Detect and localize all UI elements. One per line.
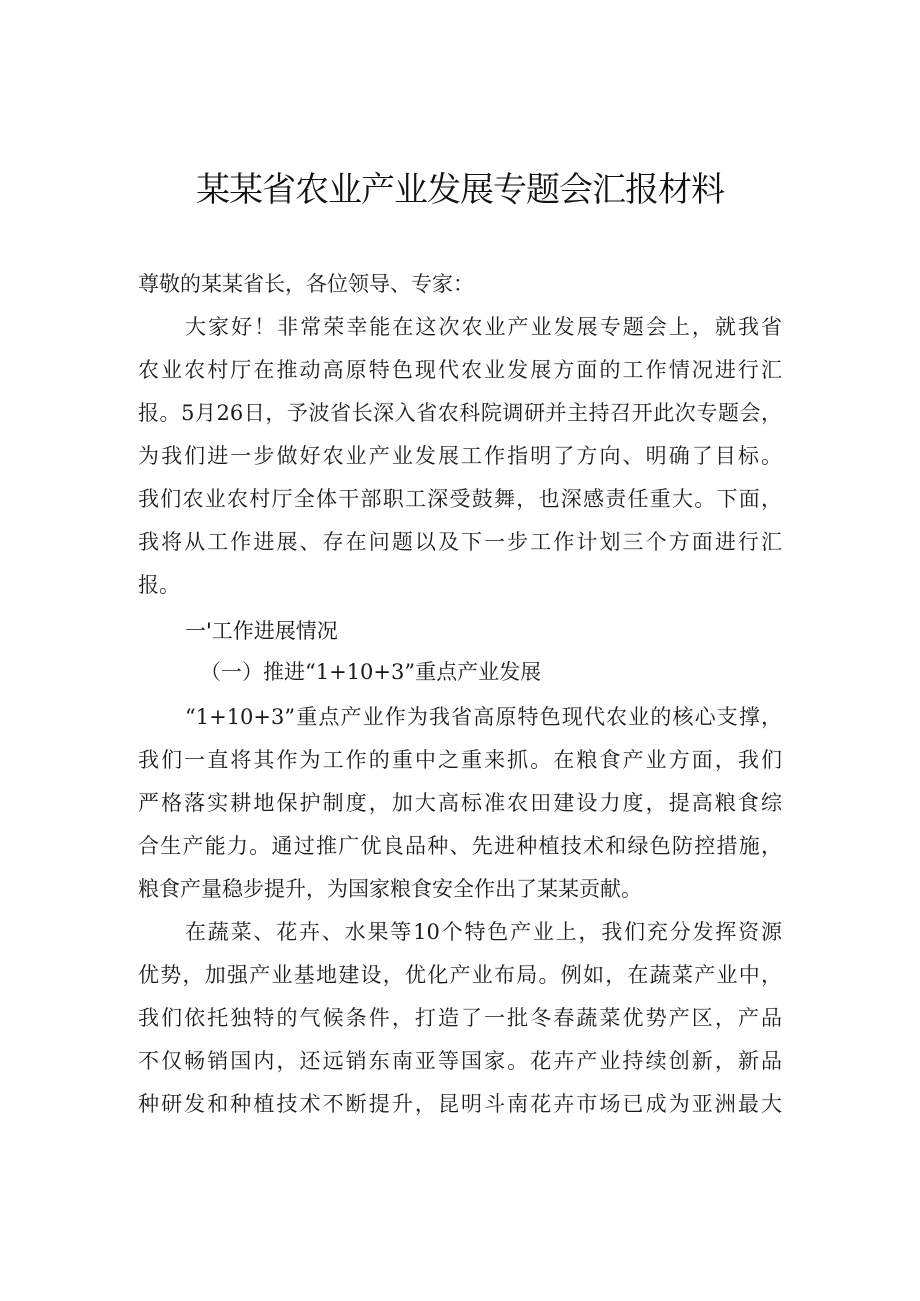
paragraph-line: 粮食产量稳步提升，为国家粮食安全作出了某某贡献。 — [138, 877, 642, 901]
paragraph-line: “1+10+3”重点产业作为我省高原特色现代农业的核心支撑， — [185, 705, 782, 729]
document-title: 某某省农业产业发展专题会汇报材料 — [196, 170, 724, 210]
paragraph-line: 优势，加强产业基地建设，优化产业布局。例如，在蔬菜产业中， — [138, 963, 782, 987]
intro-line: 报。 — [138, 573, 180, 597]
paragraph-line: 不仅畅销国内，还远销东南亚等国家。花卉产业持续创新，新品 — [138, 1049, 782, 1073]
salutation: 尊敬的某某省长，各位领导、专家： — [138, 272, 474, 296]
paragraph-line: 我们一直将其作为工作的重中之重来抓。在粮食产业方面，我们 — [138, 748, 782, 772]
intro-line: 报。5月26日，予波省长深入省农科院调研并主持召开此次专题会， — [138, 401, 782, 425]
intro-line: 我将从工作进展、存在问题以及下一步工作计划三个方面进行汇 — [138, 530, 782, 554]
intro-line: 我们农业农村厅全体干部职工深受鼓舞，也深感责任重大。下面， — [138, 487, 782, 511]
subsection-heading: （一）推进“1+10+3”重点产业发展 — [200, 660, 542, 684]
paragraph-line: 种研发和种植技术不断提升，昆明斗南花卉市场已成为亚洲最大 — [138, 1092, 782, 1116]
paragraph-line: 我们依托独特的气候条件，打造了一批冬春蔬菜优势产区，产品 — [138, 1006, 782, 1030]
intro-line: 大家好！非常荣幸能在这次农业产业发展专题会上，就我省 — [185, 315, 782, 339]
intro-line: 为我们进一步做好农业产业发展工作指明了方向、明确了目标。 — [138, 444, 782, 468]
intro-line: 农业农村厅在推动高原特色现代农业发展方面的工作情况进行汇 — [138, 358, 782, 382]
paragraph-line: 严格落实耕地保护制度，加大高标准农田建设力度，提高粮食综 — [138, 791, 782, 815]
section-heading: 一'工作进展情况 — [185, 619, 338, 643]
paragraph-line: 在蔬菜、花卉、水果等10个特色产业上，我们充分发挥资源 — [185, 920, 782, 944]
paragraph-line: 合生产能力。通过推广优良品种、先进种植技术和绿色防控措施， — [138, 834, 782, 858]
